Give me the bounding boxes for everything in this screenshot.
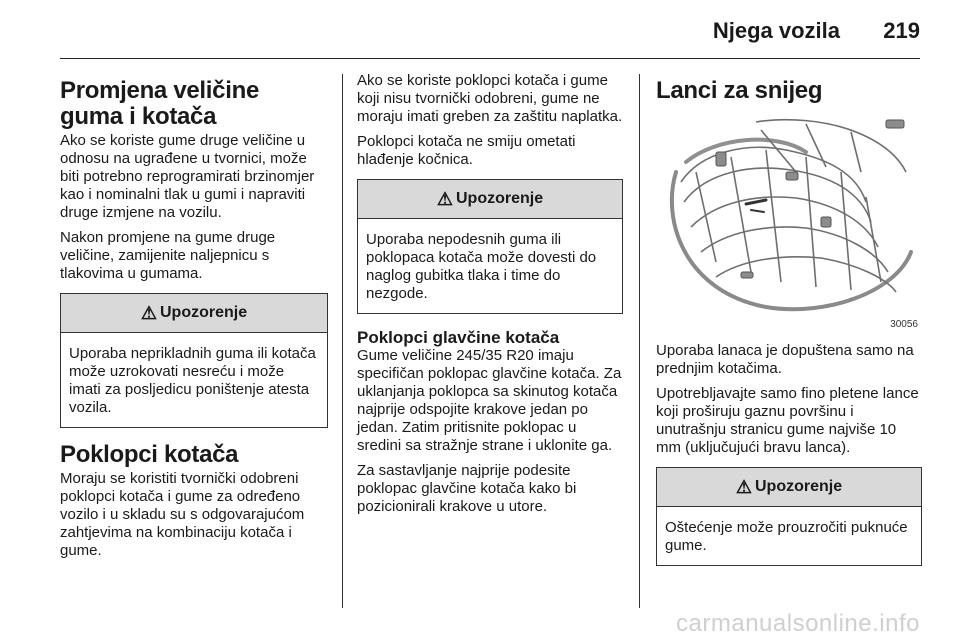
warning-header [61, 294, 327, 333]
page-number: 219 [883, 18, 920, 43]
paragraph: Ako se koriste gume druge veličine u odnosu na ugrađene u tvornici, može biti potrebno reprogramirati brzinomjer kao i nominalni tlak u gumi i napraviti druge izmjene na vozilu. [60, 132, 315, 221]
snow-chain-drawing [656, 112, 922, 332]
watermark: carmanualsonline.info [676, 610, 920, 637]
paragraph: Uporaba lanaca je dopuštena samo na prednjim kotačima. [656, 342, 914, 377]
paragraph: Moraju se koristiti tvornički odobreni poklopci kotača i gume za određeno vozilo i u skladu su s odgovarajućom zahtjevima na kombinaciju kotača i gume. [60, 470, 305, 559]
column-2 [357, 72, 623, 523]
paragraph: Gume veličine 245/35 R20 imaju specifičan poklopac glavčine kotača. Za uklanjanja poklopca sa skinutog kotača najprije odspojite krakove jedan po jedan. Zatim pritisnite poklopac u sredini sa stražnje strane i uklonite ga. [357, 347, 622, 454]
warning-triangle-icon: ⚠ [140, 302, 157, 323]
heading-tyre-size-change: Promjena veličine guma i kotača [60, 77, 259, 130]
warning-title: Upozorenje [456, 190, 544, 207]
warning-header [657, 468, 921, 507]
paragraph: Ako se koriste poklopci kotača i gume koji nisu tvornički odobreni, gume ne moraju imati greben za zaštitu naplatka. [357, 72, 623, 125]
warning-title: Upozorenje [755, 478, 843, 495]
heading-snow-chains: Lanci za snijeg [656, 77, 823, 104]
warning-box [60, 293, 328, 428]
column-1 [60, 72, 328, 567]
page-header [60, 0, 920, 58]
snow-chain-illustration [656, 112, 922, 332]
warning-box [357, 179, 623, 314]
paragraph: Za sastavljanje najprije podesite poklopac glavčine kotača kako bi pozicionirali krakove u utore. [357, 462, 577, 515]
warning-triangle-icon: ⚠ [735, 476, 752, 497]
warning-header [358, 180, 622, 219]
warning-triangle-icon: ⚠ [436, 188, 453, 209]
paragraph: Nakon promjene na gume druge veličine, zamijenite naljepnicu s tlakovima u gumama. [60, 229, 276, 282]
column-divider [639, 74, 640, 608]
warning-text: Oštećenje može prouzročiti puknuće gume. [665, 519, 908, 554]
warning-text: Uporaba neprikladnih guma ili kotača može uzrokovati nesreću i može imati za posljedicu poništenje atesta vozila. [69, 345, 316, 416]
warning-box [656, 467, 922, 566]
paragraph: Upotrebljavajte samo fino pletene lance koji proširuju gaznu površinu i unutrašnju stranicu gume najviše 10 mm (uključujući bravu lanca). [656, 385, 919, 456]
paragraph: Poklopci kotača ne smiju ometati hlađenje kočnica. [357, 133, 576, 168]
heading-hub-caps: Poklopci glavčine kotača [357, 328, 560, 347]
warning-text: Uporaba nepodesnih guma ili poklopaca kotača može dovesti do naglog gubitka tlaka i time do nezgode. [366, 231, 597, 302]
column-3 [656, 72, 922, 580]
warning-title: Upozorenje [160, 304, 248, 321]
header-rule [60, 58, 920, 59]
figure-number: 30056 [890, 319, 918, 330]
column-divider [342, 74, 343, 608]
heading-wheel-covers: Poklopci kotača [60, 441, 239, 468]
section-title: Njega vozila [712, 18, 840, 43]
